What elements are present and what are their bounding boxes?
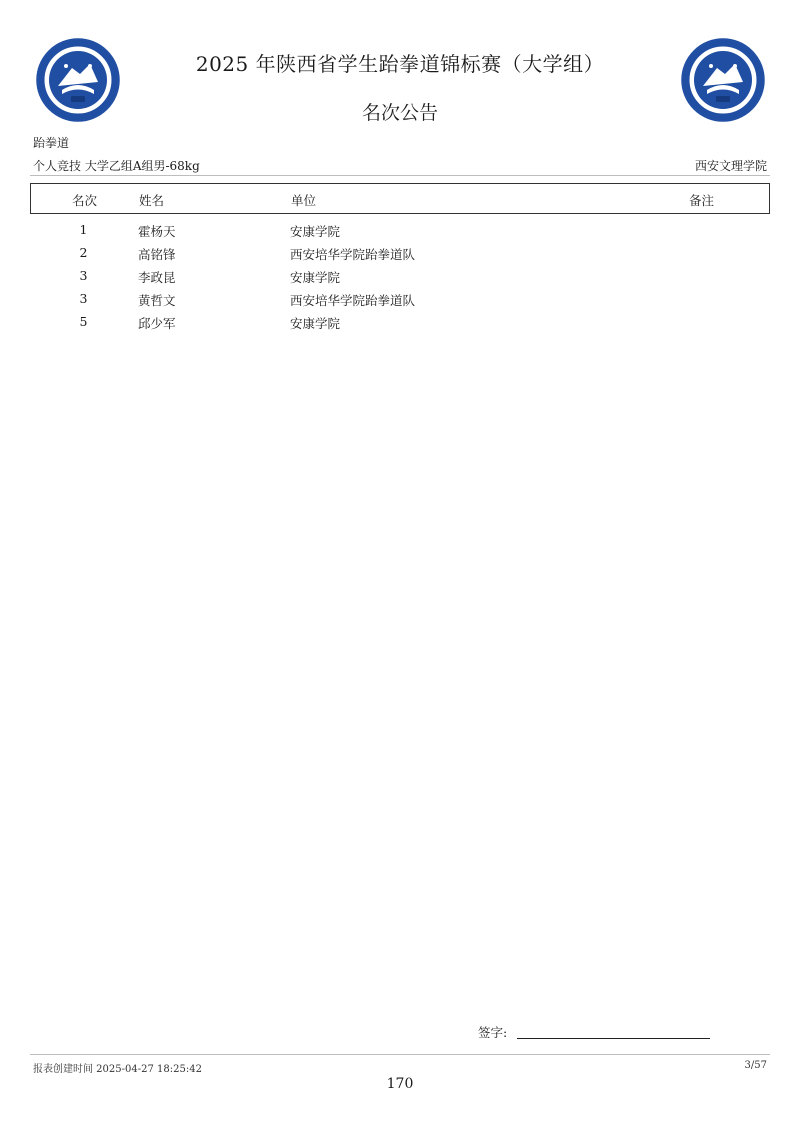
rank-cell: 1 xyxy=(79,222,88,237)
table-row xyxy=(30,222,770,245)
signature-label: 签字: xyxy=(478,1025,508,1040)
results-table xyxy=(30,222,770,337)
unit-cell: 西安培华学院跆拳道队 xyxy=(290,293,416,308)
unit-cell: 安康学院 xyxy=(290,224,341,239)
name-cell: 霍杨天 xyxy=(138,224,176,239)
column-header-name: 姓名 xyxy=(139,193,165,208)
document-title: 2025 年陕西省学生跆拳道锦标赛（大学组） xyxy=(195,52,605,76)
name-cell: 黄哲文 xyxy=(138,293,176,308)
name-cell: 高铭锋 xyxy=(138,247,176,262)
sport-label: 跆拳道 xyxy=(33,136,70,150)
column-header-note: 备注 xyxy=(689,193,715,208)
rank-cell: 3 xyxy=(79,268,88,283)
event-label: 个人竞技 大学乙组A组男-68kg xyxy=(33,159,200,173)
unit-cell: 西安培华学院跆拳道队 xyxy=(290,247,416,262)
rank-cell: 2 xyxy=(79,245,88,260)
table-header xyxy=(30,183,770,214)
serial-number: 170 xyxy=(386,1076,414,1092)
table-row xyxy=(30,314,770,337)
table-row xyxy=(30,291,770,314)
page-number: 3/57 xyxy=(744,1060,767,1071)
created-timestamp: 报表创建时间 2025-04-27 18:25:42 xyxy=(33,1064,202,1075)
host-label: 西安文理学院 xyxy=(694,159,767,173)
footer-divider xyxy=(30,1054,770,1055)
column-header-unit: 单位 xyxy=(291,193,317,208)
unit-cell: 安康学院 xyxy=(290,270,341,285)
column-header-rank: 名次 xyxy=(71,193,97,208)
signature-line xyxy=(517,1038,710,1039)
rank-cell: 5 xyxy=(79,314,88,329)
rank-cell: 3 xyxy=(79,291,88,306)
name-cell: 李政昆 xyxy=(138,270,176,285)
name-cell: 邱少军 xyxy=(138,316,176,331)
table-row xyxy=(30,245,770,268)
table-row xyxy=(30,268,770,291)
divider xyxy=(30,175,770,176)
unit-cell: 安康学院 xyxy=(290,316,341,331)
document-subtitle: 名次公告 xyxy=(361,102,438,124)
